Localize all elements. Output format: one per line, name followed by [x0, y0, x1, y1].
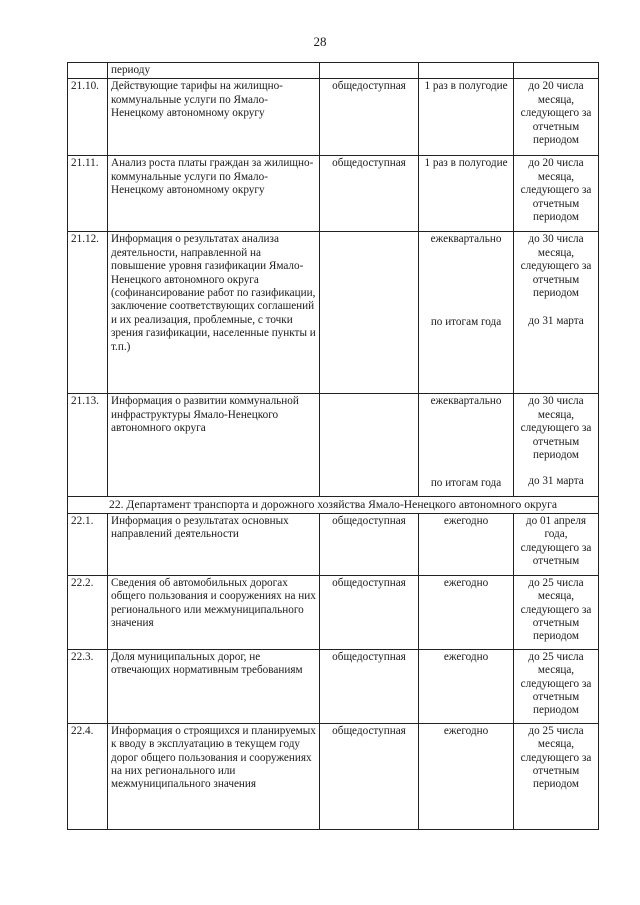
- row-access: [320, 394, 419, 497]
- row-access: общедоступная: [320, 513, 419, 575]
- row-name: Информация о результатах основных направлений деятельности: [108, 513, 320, 575]
- table-row: [68, 232, 599, 394]
- row-number: 21.13.: [68, 394, 108, 497]
- row-name: Анализ роста платы граждан за жилищно-коммунальные услуги по Ямало-Ненецкому автономному округу: [108, 156, 320, 232]
- row-access: общедоступная: [320, 575, 419, 649]
- row-deadline-secondary: до 31 марта: [528, 475, 584, 488]
- section-header-row: [68, 497, 599, 513]
- row-deadline: [514, 394, 599, 497]
- row-frequency: 1 раз в полугодие: [419, 79, 514, 156]
- table-row: [68, 394, 599, 497]
- row-name: Информация о строящихся и планируемых к вводу в эксплуатацию в текущем году дорог общего пользования и сооружениях на них регионального или межмуниципального значения: [108, 723, 320, 829]
- table-row: [68, 156, 599, 232]
- row-deadline-primary: до 30 числа месяца, следующего за отчетным периодом: [520, 395, 592, 462]
- row-access: общедоступная: [320, 723, 419, 829]
- row-deadline: до 01 апреля года, следующего за отчетным: [514, 513, 599, 575]
- table-row: [68, 649, 599, 723]
- row-deadline: [514, 63, 599, 79]
- row-deadline-secondary: до 31 марта: [528, 315, 584, 328]
- reporting-table: [67, 62, 599, 830]
- row-frequency: 1 раз в полугодие: [419, 156, 514, 232]
- row-deadline: до 25 числа месяца, следующего за отчетным периодом: [514, 575, 599, 649]
- table-row: [68, 513, 599, 575]
- row-access: [320, 63, 419, 79]
- row-frequency: ежегодно: [419, 575, 514, 649]
- table-row: [68, 723, 599, 829]
- page-number: 28: [313, 34, 327, 49]
- row-number: 22.4.: [68, 723, 108, 829]
- row-access: общедоступная: [320, 156, 419, 232]
- row-name: Информация о результатах анализа деятельности, направленной на повышение уровня газификации Ямало-Ненецкого автономного округа (софинансирование работ по газификации, заключение соответствующих соглашений и их реализация, проблемные, с точки зрения газификации, населенные пункты и т.п.): [108, 232, 320, 394]
- row-name: Информация о развитии коммунальной инфраструктуры Ямало-Ненецкого автономного округа: [108, 394, 320, 497]
- row-deadline: до 20 числа месяца, следующего за отчетным периодом: [514, 79, 599, 156]
- row-deadline: до 25 числа месяца, следующего за отчетным периодом: [514, 649, 599, 723]
- row-frequency-primary: ежеквартально: [430, 395, 502, 408]
- row-frequency: [419, 232, 514, 394]
- row-frequency: ежегодно: [419, 513, 514, 575]
- row-access: общедоступная: [320, 649, 419, 723]
- row-number: 21.12.: [68, 232, 108, 394]
- row-number: 22.3.: [68, 649, 108, 723]
- table-row: [68, 79, 599, 156]
- table-row: [68, 63, 599, 79]
- row-number: [68, 63, 108, 79]
- row-frequency: [419, 394, 514, 497]
- row-deadline: до 20 числа месяца, следующего за отчетным периодом: [514, 156, 599, 232]
- row-name: периоду: [108, 63, 320, 79]
- row-number: 22.1.: [68, 513, 108, 575]
- row-frequency: ежегодно: [419, 649, 514, 723]
- row-name: Действующие тарифы на жилищно-коммунальные услуги по Ямало-Ненецкому автономному округу: [108, 79, 320, 156]
- row-deadline: до 25 числа месяца, следующего за отчетным периодом: [514, 723, 599, 829]
- row-number: 21.11.: [68, 156, 108, 232]
- row-access: общедоступная: [320, 79, 419, 156]
- row-frequency-secondary: по итогам года: [430, 315, 502, 328]
- section-title: 22. Департамент транспорта и дорожного хозяйства Ямало-Ненецкого автономного округа: [68, 497, 599, 513]
- table-row: [68, 575, 599, 649]
- row-name: Сведения об автомобильных дорогах общего пользования и сооружениях на них регионального или межмуниципального значения: [108, 575, 320, 649]
- row-frequency: ежегодно: [419, 723, 514, 829]
- row-deadline-primary: до 30 числа месяца, следующего за отчетным периодом: [520, 233, 592, 300]
- row-access: [320, 232, 419, 394]
- row-deadline: [514, 232, 599, 394]
- row-frequency-secondary: по итогам года: [430, 476, 502, 489]
- row-frequency-primary: ежеквартально: [430, 233, 502, 246]
- row-frequency: [419, 63, 514, 79]
- row-number: 21.10.: [68, 79, 108, 156]
- row-number: 22.2.: [68, 575, 108, 649]
- row-name: Доля муниципальных дорог, не отвечающих нормативным требованиям: [108, 649, 320, 723]
